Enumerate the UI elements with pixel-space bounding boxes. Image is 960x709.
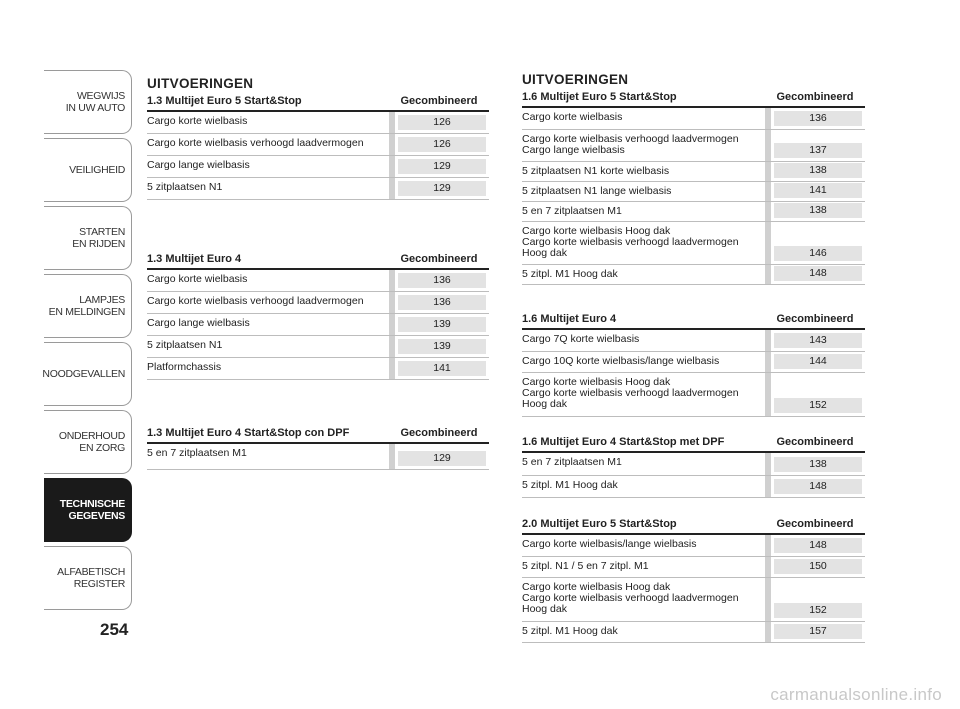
- row-value: 152: [774, 398, 862, 413]
- engine-name: 1.3 Multijet Euro 4 Start&Stop con DPF: [147, 427, 350, 439]
- row-label: Cargo korte wielbasis verhoogd laadvermogen: [147, 137, 364, 149]
- table-row: [522, 476, 865, 498]
- table-header: [522, 310, 865, 330]
- table-row: [522, 130, 865, 162]
- row-label: Cargo korte wielbasis verhoogd laadvermogen Cargo lange wielbasis: [522, 133, 739, 156]
- row-value: 138: [774, 457, 862, 472]
- row-label: Cargo 7Q korte wielbasis: [522, 333, 640, 345]
- table-row: [522, 578, 865, 622]
- table-row: [522, 352, 865, 373]
- tab-veiligheid[interactable]: [44, 138, 132, 202]
- table-header: [147, 250, 489, 270]
- table-row: [522, 330, 865, 352]
- table-header: [522, 515, 865, 535]
- left-table-1: [147, 76, 489, 200]
- row-value: 136: [398, 273, 486, 288]
- row-value: 138: [774, 163, 862, 178]
- table-row: [522, 557, 865, 578]
- section-title: UITVOERINGEN: [147, 76, 254, 91]
- row-label: 5 en 7 zitplaatsen M1: [147, 447, 247, 459]
- column-header: Gecombineerd: [776, 436, 854, 448]
- watermark: carmanualsonline.info: [770, 685, 942, 704]
- tab-label: ONDERHOUD EN ZORG: [58, 430, 125, 454]
- table-row: [522, 373, 865, 417]
- tab-lampjes[interactable]: [44, 274, 132, 338]
- row-label: 5 zitplaatsen N1: [147, 181, 223, 193]
- right-table-3: [522, 433, 865, 498]
- row-value: 137: [774, 143, 862, 158]
- engine-name: 1.3 Multijet Euro 4: [147, 253, 242, 265]
- row-label: 5 en 7 zitplaatsen M1: [522, 205, 622, 217]
- column-header: Gecombineerd: [776, 91, 854, 103]
- tab-starten[interactable]: [44, 206, 132, 270]
- table-row: [147, 134, 489, 156]
- engine-name: 1.6 Multijet Euro 5 Start&Stop: [522, 91, 677, 103]
- tab-alfabetisch[interactable]: [44, 546, 132, 610]
- row-label: Cargo korte wielbasis Hoog dak Cargo korte wielbasis verhoogd laadvermogen Hoog dak: [522, 376, 739, 410]
- row-value: 129: [398, 181, 486, 196]
- right-table-2: [522, 310, 865, 417]
- row-label: Cargo korte wielbasis: [147, 273, 248, 285]
- row-label: Cargo korte wielbasis: [522, 111, 623, 123]
- column-header: Gecombineerd: [776, 313, 854, 325]
- row-label: Platformchassis: [147, 361, 222, 373]
- row-value: 136: [774, 111, 862, 126]
- column-header: Gecombineerd: [400, 253, 478, 265]
- tab-label: NOODGEVALLEN: [42, 368, 125, 380]
- row-label: 5 zitplaatsen N1 korte wielbasis: [522, 165, 670, 177]
- column-header: Gecombineerd: [400, 427, 478, 439]
- row-value: 150: [774, 559, 862, 574]
- table-header: [147, 92, 489, 112]
- row-label: Cargo korte wielbasis verhoogd laadvermogen: [147, 295, 364, 307]
- row-value: 146: [774, 246, 862, 261]
- tab-onderhoud[interactable]: [44, 410, 132, 474]
- table-header: [522, 88, 865, 108]
- row-label: 5 zitpl. M1 Hoog dak: [522, 268, 618, 280]
- section-title: UITVOERINGEN: [522, 72, 629, 87]
- row-value: 139: [398, 339, 486, 354]
- row-value: 129: [398, 159, 486, 174]
- table-row: [522, 108, 865, 130]
- row-label: 5 zitplaatsen N1: [147, 339, 223, 351]
- row-label: 5 zitplaatsen N1 lange wielbasis: [522, 185, 672, 197]
- table-row: [147, 358, 489, 380]
- tab-label: ALFABETISCH REGISTER: [57, 566, 125, 590]
- row-value: 157: [774, 624, 862, 639]
- tab-wegwijs[interactable]: [44, 70, 132, 134]
- row-value: 126: [398, 115, 486, 130]
- row-label: Cargo lange wielbasis: [147, 317, 250, 329]
- tab-label: WEGWIJS IN UW AUTO: [65, 90, 125, 114]
- engine-name: 1.6 Multijet Euro 4 Start&Stop met DPF: [522, 436, 725, 448]
- row-value: 143: [774, 333, 862, 348]
- row-label: 5 zitpl. M1 Hoog dak: [522, 479, 618, 491]
- table-row: [522, 162, 865, 182]
- row-label: 5 zitpl. N1 / 5 en 7 zitpl. M1: [522, 560, 649, 572]
- table-row: [147, 270, 489, 292]
- table-header: [147, 424, 489, 444]
- row-value: 139: [398, 317, 486, 332]
- table-row: [147, 336, 489, 358]
- row-value: 152: [774, 603, 862, 618]
- engine-name: 2.0 Multijet Euro 5 Start&Stop: [522, 518, 677, 530]
- table-row: [522, 182, 865, 202]
- row-label: 5 zitpl. M1 Hoog dak: [522, 625, 618, 637]
- row-value: 148: [774, 479, 862, 494]
- row-label: Cargo korte wielbasis/lange wielbasis: [522, 538, 697, 550]
- row-value: 129: [398, 451, 486, 466]
- table-row: [147, 314, 489, 336]
- row-value: 141: [774, 183, 862, 198]
- left-table-2: [147, 250, 489, 380]
- engine-name: 1.6 Multijet Euro 4: [522, 313, 617, 325]
- row-label: Cargo korte wielbasis: [147, 115, 248, 127]
- table-row: [147, 292, 489, 314]
- tab-label: TECHNISCHE GEGEVENS: [59, 498, 125, 522]
- table-row: [522, 535, 865, 557]
- row-label: 5 en 7 zitplaatsen M1: [522, 456, 622, 468]
- tab-noodgevallen[interactable]: [44, 342, 132, 406]
- table-row: [522, 265, 865, 285]
- row-value: 126: [398, 137, 486, 152]
- table-row: [147, 112, 489, 134]
- engine-name: 1.3 Multijet Euro 5 Start&Stop: [147, 95, 302, 107]
- row-value: 136: [398, 295, 486, 310]
- table-row: [522, 622, 865, 643]
- tab-label: STARTEN EN RIJDEN: [72, 226, 125, 250]
- table-row: [147, 156, 489, 178]
- tab-technische-gegevens[interactable]: [44, 478, 132, 542]
- row-label: Cargo lange wielbasis: [147, 159, 250, 171]
- table-row: [522, 453, 865, 476]
- right-table-1: [522, 72, 865, 285]
- table-row: [147, 444, 489, 470]
- row-value: 148: [774, 266, 862, 281]
- table-row: [522, 202, 865, 222]
- tab-label: LAMPJES EN MELDINGEN: [48, 294, 125, 318]
- row-label: Cargo 10Q korte wielbasis/lange wielbasis: [522, 355, 720, 367]
- column-header: Gecombineerd: [776, 518, 854, 530]
- row-value: 148: [774, 538, 862, 553]
- tab-label: VEILIGHEID: [69, 164, 125, 176]
- table-row: [522, 222, 865, 265]
- table-row: [147, 178, 489, 200]
- row-label: Cargo korte wielbasis Hoog dak Cargo korte wielbasis verhoogd laadvermogen Hoog dak: [522, 581, 739, 615]
- right-table-4: [522, 515, 865, 643]
- row-value: 141: [398, 361, 486, 376]
- row-value: 144: [774, 354, 862, 369]
- table-header: [522, 433, 865, 453]
- row-label: Cargo korte wielbasis Hoog dak Cargo korte wielbasis verhoogd laadvermogen Hoog dak: [522, 225, 739, 259]
- page-number: 254: [100, 620, 129, 639]
- left-table-3: [147, 424, 489, 470]
- row-value: 138: [774, 203, 862, 218]
- column-header: Gecombineerd: [400, 95, 478, 107]
